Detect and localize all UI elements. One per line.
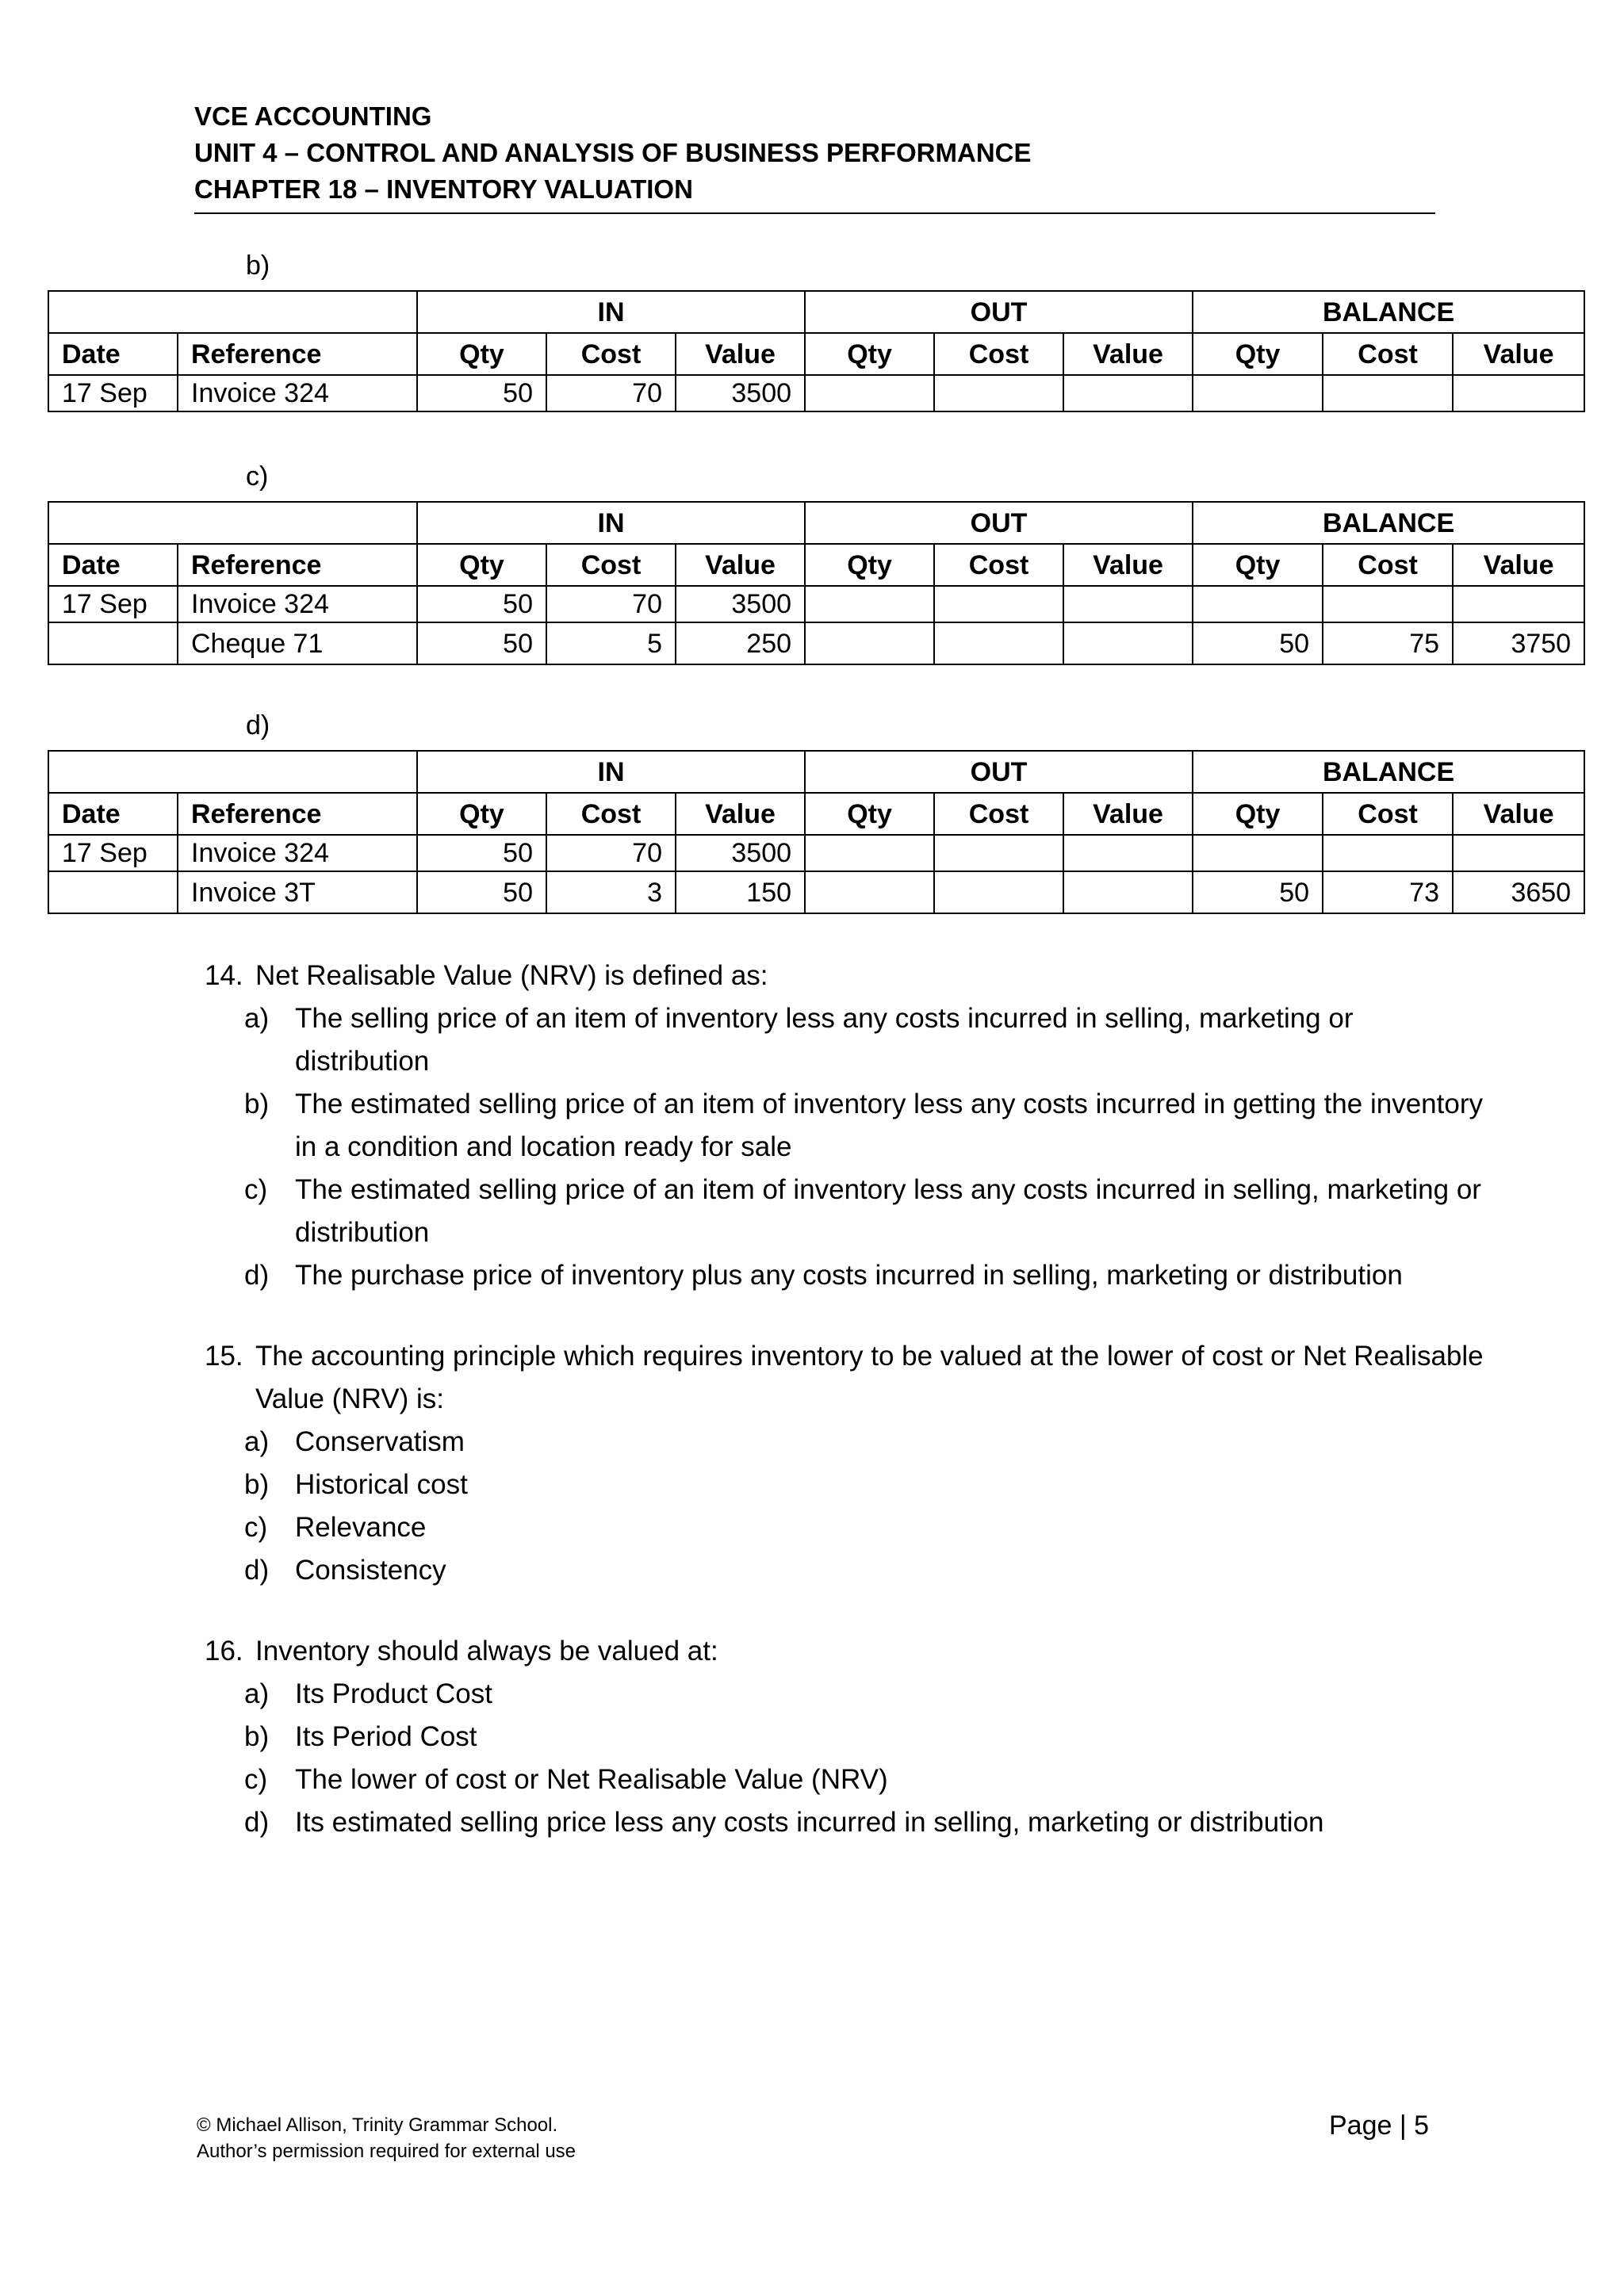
header-unit: UNIT 4 – CONTROL AND ANALYSIS OF BUSINESS PERFORMANCE xyxy=(194,138,1032,167)
option-letter: c) xyxy=(244,1764,268,1795)
date-cell: 17 Sep xyxy=(48,835,178,871)
in-qty-cell: 50 xyxy=(417,622,546,664)
out-qty-header: Qty xyxy=(805,333,934,375)
out-cost-header: Cost xyxy=(934,793,1063,835)
in-value-cell: 3500 xyxy=(676,586,805,622)
list-item xyxy=(244,1758,1489,1801)
date-header: Date xyxy=(48,333,178,375)
option-letter: d) xyxy=(244,1807,270,1838)
option-text: Its Product Cost xyxy=(295,1678,492,1709)
in-qty-header: Qty xyxy=(417,793,546,835)
out-cost-header: Cost xyxy=(934,544,1063,586)
balance-cost-header: Cost xyxy=(1323,793,1453,835)
card-label-d: d) xyxy=(246,710,270,740)
question-number: 15. xyxy=(205,1341,243,1372)
list-item xyxy=(244,1421,1489,1464)
reference-cell: Invoice 324 xyxy=(178,586,417,622)
option-letter: a) xyxy=(244,1426,270,1457)
balance-value-cell: 3750 xyxy=(1453,622,1584,664)
table-row xyxy=(48,835,1584,871)
out-value-header: Value xyxy=(1063,333,1193,375)
in-value-cell: 250 xyxy=(676,622,805,664)
in-value-header: Value xyxy=(676,544,805,586)
option-text: Its Period Cost xyxy=(295,1721,477,1752)
list-item xyxy=(244,1083,1489,1169)
in-qty-cell: 50 xyxy=(417,835,546,871)
option-text: The estimated selling price of an item of inventory less any costs incurred in selling, marketing or distribution xyxy=(295,1174,1481,1248)
question-stem: The accounting principle which requires inventory to be valued at the lower of cost or Net Realisable Value (NRV) is: xyxy=(255,1341,1484,1414)
list-item xyxy=(244,1169,1489,1254)
date-header: Date xyxy=(48,793,178,835)
in-value-cell: 3500 xyxy=(676,835,805,871)
question-16 xyxy=(205,1630,1489,1844)
balance-qty-header: Qty xyxy=(1193,793,1323,835)
balance-cost-cell xyxy=(1323,375,1453,411)
footer-permission: Author’s permission required for external use xyxy=(197,2141,576,2162)
header-chapter: CHAPTER 18 – INVENTORY VALUATION xyxy=(194,174,693,204)
table-row xyxy=(48,586,1584,622)
out-cost-header: Cost xyxy=(934,333,1063,375)
date-cell: 17 Sep xyxy=(48,586,178,622)
page-number: Page | 5 xyxy=(1329,2110,1430,2141)
out-qty-cell xyxy=(805,586,934,622)
out-value-cell xyxy=(1063,871,1193,913)
option-text: Conservatism xyxy=(295,1426,465,1457)
in-value-header: Value xyxy=(676,793,805,835)
balance-value-header: Value xyxy=(1453,793,1584,835)
page-header xyxy=(194,98,1435,214)
balance-heading: BALANCE xyxy=(1193,751,1584,793)
balance-value-header: Value xyxy=(1453,544,1584,586)
table-row xyxy=(48,871,1584,913)
balance-qty-cell: 50 xyxy=(1193,871,1323,913)
list-item xyxy=(244,1716,1489,1758)
in-cost-cell: 70 xyxy=(546,835,676,871)
table-row xyxy=(48,622,1584,664)
in-value-cell: 150 xyxy=(676,871,805,913)
balance-qty-cell xyxy=(1193,835,1323,871)
balance-value-cell: 3650 xyxy=(1453,871,1584,913)
inventory-card-c xyxy=(48,501,1585,665)
question-number: 14. xyxy=(205,960,243,991)
inventory-card-d xyxy=(48,750,1585,914)
balance-cost-header: Cost xyxy=(1323,544,1453,586)
date-cell xyxy=(48,622,178,664)
out-cost-cell xyxy=(934,622,1063,664)
out-value-header: Value xyxy=(1063,793,1193,835)
in-qty-cell: 50 xyxy=(417,586,546,622)
balance-cost-cell: 73 xyxy=(1323,871,1453,913)
list-item xyxy=(244,1549,1489,1592)
out-value-header: Value xyxy=(1063,544,1193,586)
footer-copyright-block xyxy=(197,2112,576,2164)
out-cost-cell xyxy=(934,375,1063,411)
in-cost-cell: 70 xyxy=(546,586,676,622)
balance-qty-header: Qty xyxy=(1193,333,1323,375)
reference-cell: Invoice 3T xyxy=(178,871,417,913)
reference-header: Reference xyxy=(178,333,417,375)
footer-copyright: © Michael Allison, Trinity Grammar School. xyxy=(197,2114,558,2136)
reference-cell: Invoice 324 xyxy=(178,835,417,871)
list-item xyxy=(244,1254,1489,1297)
option-text: The purchase price of inventory plus any costs incurred in selling, marketing or distribution xyxy=(295,1260,1403,1291)
card-label-b: b) xyxy=(246,251,270,281)
list-item xyxy=(244,1673,1489,1716)
option-letter: b) xyxy=(244,1469,270,1500)
balance-cost-cell xyxy=(1323,586,1453,622)
in-cost-cell: 5 xyxy=(546,622,676,664)
inventory-card-b xyxy=(48,290,1585,412)
balance-heading: BALANCE xyxy=(1193,502,1584,544)
out-cost-cell xyxy=(934,835,1063,871)
out-value-cell xyxy=(1063,586,1193,622)
balance-cost-header: Cost xyxy=(1323,333,1453,375)
header-subject: VCE ACCOUNTING xyxy=(194,101,432,131)
option-letter: b) xyxy=(244,1089,270,1119)
in-qty-cell: 50 xyxy=(417,871,546,913)
in-value-cell: 3500 xyxy=(676,375,805,411)
balance-value-header: Value xyxy=(1453,333,1584,375)
list-item xyxy=(244,1464,1489,1506)
out-qty-cell xyxy=(805,622,934,664)
list-item xyxy=(244,1801,1489,1844)
balance-cost-cell: 75 xyxy=(1323,622,1453,664)
balance-value-cell xyxy=(1453,835,1584,871)
option-text: Consistency xyxy=(295,1555,446,1586)
in-cost-header: Cost xyxy=(546,333,676,375)
option-text: Historical cost xyxy=(295,1469,468,1500)
out-qty-cell xyxy=(805,835,934,871)
in-qty-header: Qty xyxy=(417,544,546,586)
out-qty-cell xyxy=(805,871,934,913)
out-value-cell xyxy=(1063,375,1193,411)
date-cell xyxy=(48,871,178,913)
date-header: Date xyxy=(48,544,178,586)
balance-value-cell xyxy=(1453,375,1584,411)
reference-header: Reference xyxy=(178,793,417,835)
balance-qty-cell xyxy=(1193,375,1323,411)
out-value-cell xyxy=(1063,835,1193,871)
option-letter: c) xyxy=(244,1512,268,1543)
in-cost-header: Cost xyxy=(546,793,676,835)
question-stem: Inventory should always be valued at: xyxy=(255,1636,718,1667)
list-item xyxy=(244,997,1489,1083)
in-heading: IN xyxy=(417,751,805,793)
out-heading: OUT xyxy=(805,502,1193,544)
in-cost-cell: 3 xyxy=(546,871,676,913)
balance-qty-cell: 50 xyxy=(1193,622,1323,664)
option-letter: a) xyxy=(244,1678,270,1709)
option-letter: a) xyxy=(244,1003,270,1034)
in-heading: IN xyxy=(417,502,805,544)
option-text: The lower of cost or Net Realisable Value (NRV) xyxy=(295,1764,888,1795)
in-cost-header: Cost xyxy=(546,544,676,586)
reference-cell: Invoice 324 xyxy=(178,375,417,411)
option-letter: d) xyxy=(244,1260,270,1291)
option-text: Relevance xyxy=(295,1512,427,1543)
out-value-cell xyxy=(1063,622,1193,664)
option-letter: d) xyxy=(244,1555,270,1586)
option-letter: c) xyxy=(244,1174,268,1205)
in-value-header: Value xyxy=(676,333,805,375)
question-14 xyxy=(205,955,1489,1297)
option-letter: b) xyxy=(244,1721,270,1752)
balance-value-cell xyxy=(1453,586,1584,622)
card-label-c: c) xyxy=(246,461,269,492)
out-qty-header: Qty xyxy=(805,544,934,586)
option-text: The estimated selling price of an item of inventory less any costs incurred in getting the inventory in a condition and location ready for sale xyxy=(295,1089,1483,1162)
in-qty-header: Qty xyxy=(417,333,546,375)
out-qty-header: Qty xyxy=(805,793,934,835)
in-heading: IN xyxy=(417,291,805,333)
out-heading: OUT xyxy=(805,751,1193,793)
balance-cost-cell xyxy=(1323,835,1453,871)
question-stem: Net Realisable Value (NRV) is defined as: xyxy=(255,960,768,991)
date-cell: 17 Sep xyxy=(48,375,178,411)
option-text: The selling price of an item of inventory less any costs incurred in selling, marketing or distribution xyxy=(295,1003,1354,1077)
out-qty-cell xyxy=(805,375,934,411)
balance-qty-cell xyxy=(1193,586,1323,622)
out-cost-cell xyxy=(934,586,1063,622)
table-row xyxy=(48,375,1584,411)
out-cost-cell xyxy=(934,871,1063,913)
question-number: 16. xyxy=(205,1636,243,1667)
reference-header: Reference xyxy=(178,544,417,586)
reference-cell: Cheque 71 xyxy=(178,622,417,664)
balance-qty-header: Qty xyxy=(1193,544,1323,586)
question-15 xyxy=(205,1335,1489,1592)
in-qty-cell: 50 xyxy=(417,375,546,411)
out-heading: OUT xyxy=(805,291,1193,333)
list-item xyxy=(244,1506,1489,1549)
option-text: Its estimated selling price less any costs incurred in selling, marketing or distribution xyxy=(295,1807,1324,1838)
in-cost-cell: 70 xyxy=(546,375,676,411)
balance-heading: BALANCE xyxy=(1193,291,1584,333)
